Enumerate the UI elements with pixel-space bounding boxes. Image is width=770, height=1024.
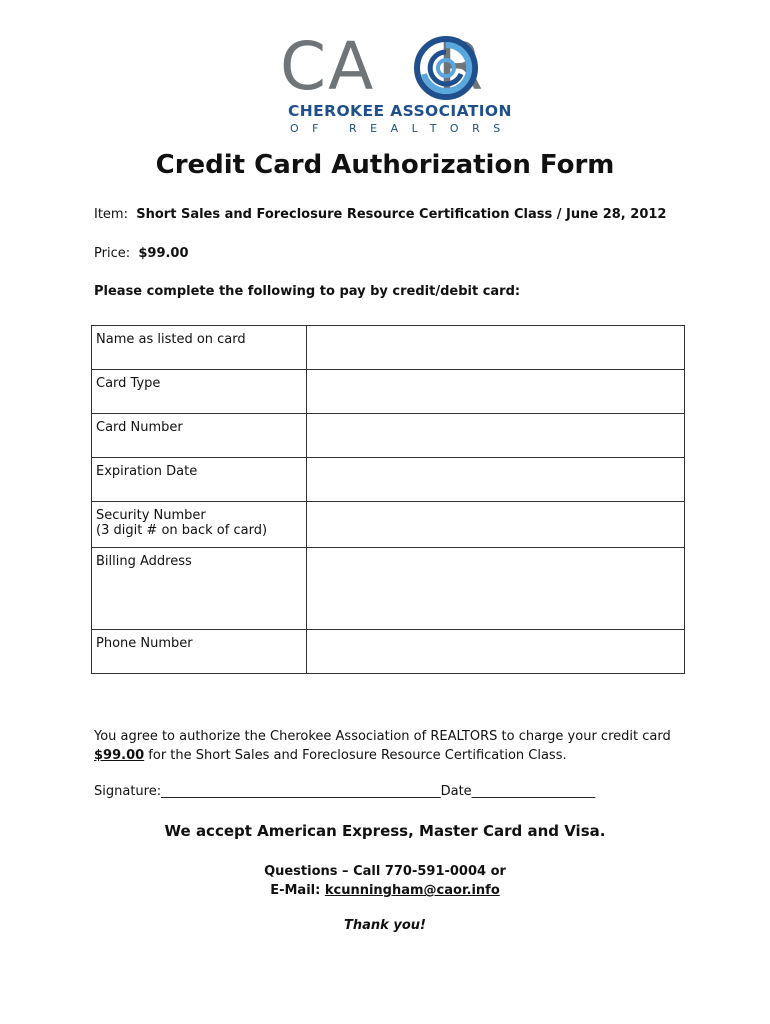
- signature-line: [94, 784, 595, 799]
- price-value: $99.00: [138, 246, 189, 261]
- signature-field[interactable]: ___________________________________________: [161, 784, 441, 799]
- security-label: Security Number: [96, 508, 206, 523]
- email-link[interactable]: kcunningham@caor.info: [324, 883, 500, 898]
- payment-table: [91, 325, 685, 674]
- field-label: [92, 502, 307, 548]
- page-title: Credit Card Authorization Form: [155, 150, 615, 180]
- logo-of-realtors: OF REALTORS: [290, 122, 514, 135]
- signature-label: Signature:: [94, 784, 162, 799]
- security-sublabel: (3 digit # on back of card): [96, 523, 268, 538]
- agreement-text: [94, 727, 694, 765]
- instructions: Please complete the following to pay by credit/debit card:: [94, 284, 521, 299]
- item-label: Item:: [94, 207, 128, 222]
- agreement-line2: for the Short Sales and Foreclosure Resource Certification Class.: [144, 748, 567, 763]
- email-line: [0, 881, 770, 900]
- price-line: [94, 246, 189, 261]
- item-line: [94, 207, 666, 222]
- phone-number-field[interactable]: [307, 630, 685, 674]
- questions-line: Questions – Call 770-591-0004 or: [264, 864, 506, 879]
- table-row: [92, 548, 685, 630]
- table-row: [92, 370, 685, 414]
- logo-association-name: CHEROKEE ASSOCIATION: [288, 102, 512, 120]
- name-on-card-field[interactable]: [307, 326, 685, 370]
- field-label: Billing Address: [92, 548, 307, 630]
- table-row: [92, 458, 685, 502]
- field-label: Card Number: [92, 414, 307, 458]
- contact-info: [0, 862, 770, 900]
- field-label: Expiration Date: [92, 458, 307, 502]
- field-label: Card Type: [92, 370, 307, 414]
- table-row: [92, 502, 685, 548]
- field-label: Name as listed on card: [92, 326, 307, 370]
- email-label: E-Mail:: [270, 883, 325, 898]
- agreement-amount: $99.00: [94, 748, 145, 763]
- item-value: Short Sales and Foreclosure Resource Certification Class / June 28, 2012: [136, 207, 667, 222]
- table-row: [92, 630, 685, 674]
- logo-wordmark: CA R: [280, 28, 486, 105]
- table-row: [92, 326, 685, 370]
- price-label: Price:: [94, 246, 131, 261]
- table-row: [92, 414, 685, 458]
- billing-address-field[interactable]: [307, 548, 685, 630]
- card-type-field[interactable]: [307, 370, 685, 414]
- field-label: Phone Number: [92, 630, 307, 674]
- date-field[interactable]: ___________________: [471, 784, 596, 799]
- date-label: Date: [440, 784, 472, 799]
- agreement-line1: You agree to authorize the Cherokee Association of REALTORS to charge your credit card: [94, 729, 671, 744]
- swirl-icon: [414, 36, 478, 100]
- security-number-field[interactable]: [307, 502, 685, 548]
- accepted-cards: We accept American Express, Master Card and Visa.: [164, 822, 606, 840]
- caor-logo: [280, 28, 514, 135]
- expiration-date-field[interactable]: [307, 458, 685, 502]
- card-number-field[interactable]: [307, 414, 685, 458]
- thank-you: Thank you!: [344, 918, 426, 933]
